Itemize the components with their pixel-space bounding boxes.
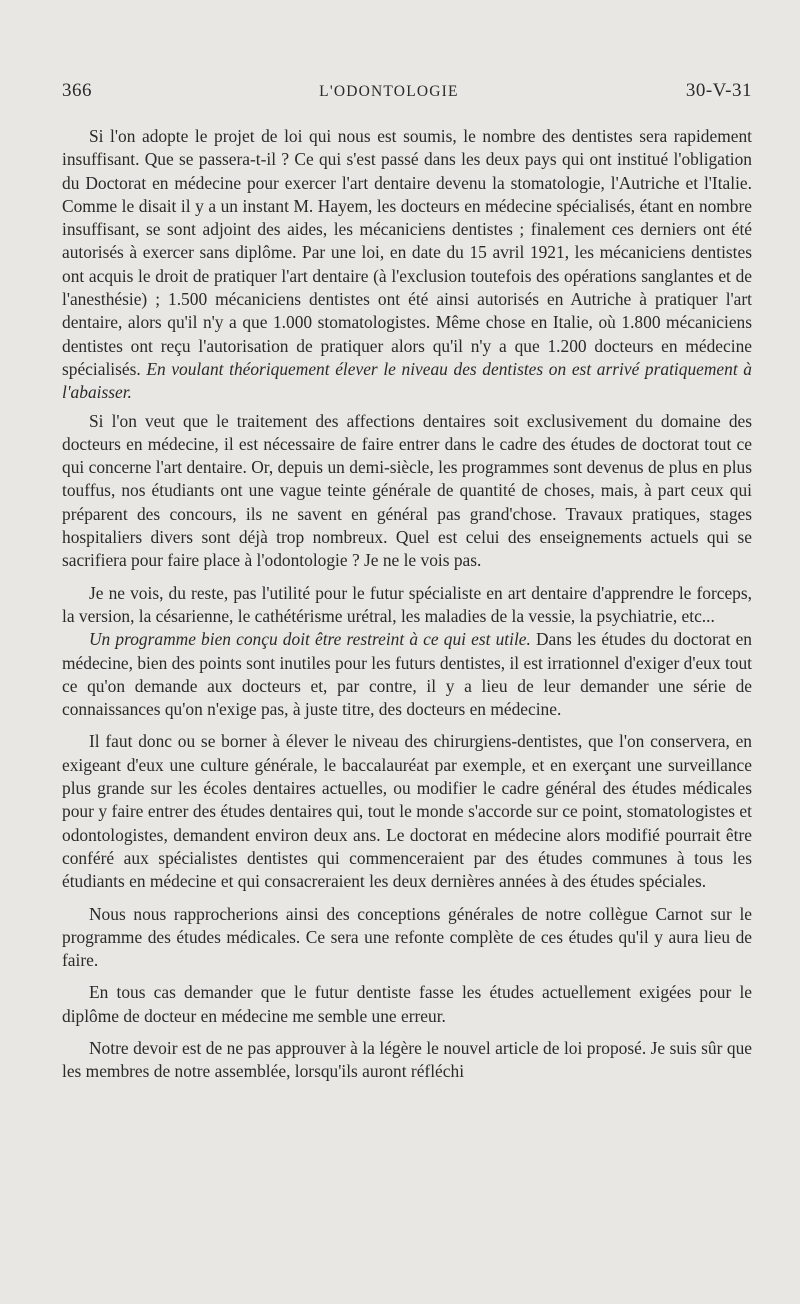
paragraph-text: Nous nous rapprocherions ainsi des conceptions générales de notre collègue Carnot sur le programme des études médicales. Ce sera une refonte complète de ces études qu'il y aura lieu de faire. (62, 903, 752, 971)
paragraph-text: Si l'on adopte le projet de loi qui nous est soumis, le nombre des dentistes sera rapidement insuffisant. Que se passera-t-il ? Ce qui s'est passé dans les deux pays qui ont institué l'obligation du Doctorat en médecine pour exercer l'art dentaire devenu la stomatologie, l'Autriche et l'Italie. Comme le disait il y a un instant M. Hayem, les docteurs en médecine spécialisés, étant en nombre insuffisant, se sont adjoint des aides, les mécaniciens dentistes ; finalement ces derniers ont été autorisés à exercer sans diplôme. Par une loi, en date du 15 avril 1921, les mécaniciens dentistes ont acquis le droit de pratiquer l'art dentaire (à l'exclusion toutefois des opérations sanglantes et de l'anesthésie) ; 1.500 mécaniciens dentistes ont été ainsi autorisés en Autriche à pratiquer l'art dentaire, alors qu'il n'y a que 1.000 stomatologistes. Même chose en Italie, où 1.800 mécaniciens dentistes ont reçu l'autorisation de pratiquer alors qu'il n'y a que 1.200 docteurs en médecine spécialisés. (62, 126, 752, 379)
paragraph (62, 125, 752, 405)
paragraph-text: Si l'on veut que le traitement des affections dentaires soit exclusivement du domaine des docteurs en médecine, il est nécessaire de faire entrer dans le cadre des études de doctorat tout ce qui concerne l'art dentaire. Or, depuis un demi-siècle, les programmes sont devenus de plus en plus touffus, nos étudiants ont une vague teinte générale de quantité de choses, mais, à part ceux qui préparent des concours, ils ne savent en général pas grand'chose. Travaux pratiques, stages hospitaliers divers sont déjà trop nombreux. Quel est celui des enseignements actuels qui se sacrifiera pour faire place à l'odontologie ? Je ne le vois pas. (62, 410, 752, 571)
running-header (62, 80, 752, 106)
paragraph-text: En tous cas demander que le futur dentiste fasse les études actuellement exigées pour le diplôme de docteur en médecine me semble une erreur. (62, 982, 752, 1026)
page-number: 366 (62, 80, 92, 101)
emphasized-text: En voulant théoriquement élever le niveau des dentistes on est arrivé pratiquement à l'abaisser. (62, 358, 752, 403)
paragraph (62, 410, 752, 573)
paragraph (62, 903, 752, 973)
paragraph-text: Notre devoir est de ne pas approuver à la légère le nouvel article de loi proposé. Je suis sûr que les membres de notre assemblée, lorsqu'ils auront réfléchi (62, 1037, 752, 1082)
paragraph-text-tail: Dans les études du doctorat en médecine, bien des points sont inutiles pour les futurs dentistes, il est irrationnel d'exiger d'eux tout ce qu'on demande aux docteurs et, par contre, il y a lieu de leur demander une série de connaissances qu'on n'exige pas, à juste titre, des docteurs en médecine. (62, 629, 752, 720)
paragraph (62, 981, 752, 1028)
issue-date: 30-V-31 (685, 80, 752, 101)
paragraph (62, 1037, 752, 1084)
journal-title: L'ODONTOLOGIE (319, 83, 459, 100)
emphasized-text: Un programme bien conçu doit être restreint à ce qui est utile. (89, 629, 531, 650)
paragraph (62, 628, 752, 721)
article-body (62, 125, 752, 1084)
paragraph-text: Je ne vois, du reste, pas l'utilité pour le futur spécialiste en art dentaire d'apprendre le forceps, la version, la césarienne, le cathétérisme urétral, les maladies de la vessie, la psychiatrie, etc... (62, 582, 752, 626)
paragraph-text: Il faut donc ou se borner à élever le niveau des chirurgiens-dentistes, que l'on conservera, en exigeant d'eux une culture générale, le baccalauréat par exemple, et en exerçant une surveillance plus grande sur les écoles dentaires actuelles, ou modifier le cadre général des études médicales pour y faire entrer des études dentaires qui, tout le monde s'accorde sur ce point, stomatologistes et odontologistes, demandent environ deux ans. Le doctorat en médecine alors modifié pourrait être conféré aux spécialistes dentistes qui commenceraient par des études communes à tous les étudiants en médecine et qui consacreraient les deux dernières années à des études spéciales. (62, 731, 752, 892)
paragraph (62, 730, 752, 893)
paragraph (62, 582, 752, 629)
